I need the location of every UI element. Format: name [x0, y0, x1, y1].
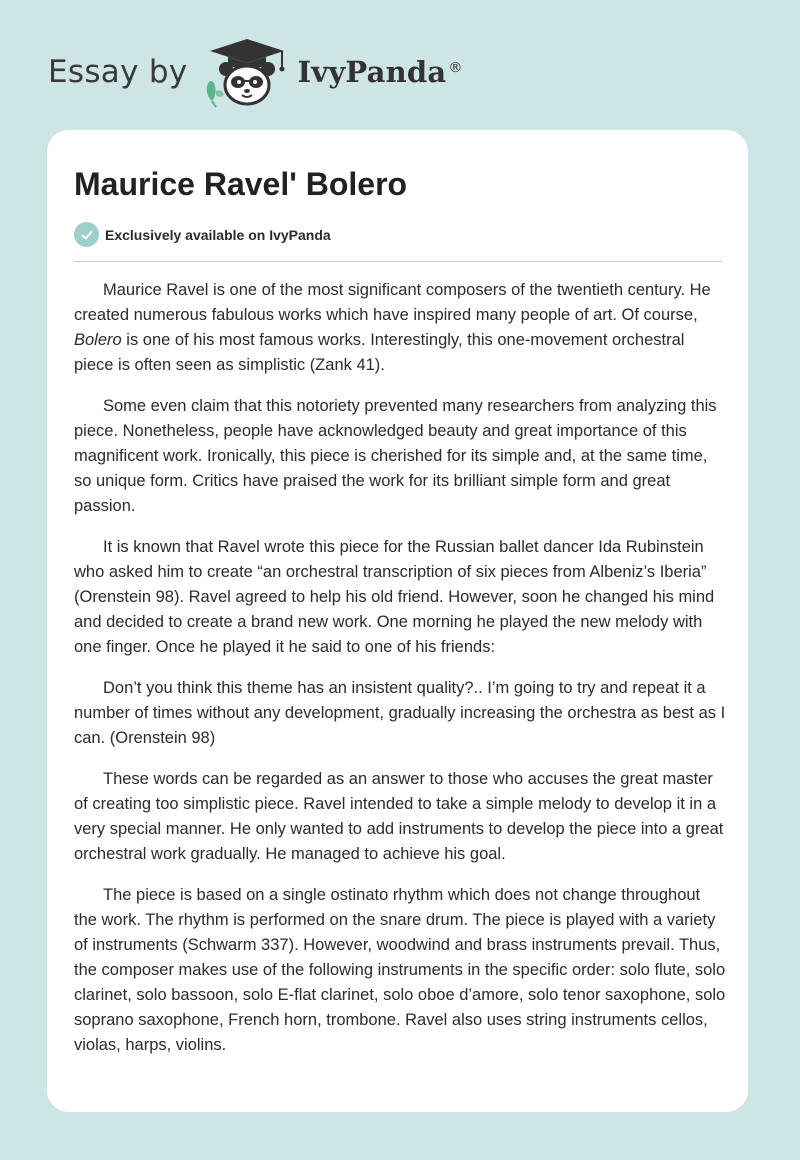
paragraph-6: The piece is based on a single ostinato rhythm which does not change throughout the work. The rhythm is performed on the snare drum. The piece is played with a variety of instruments (Schwarm 337). However, woodwind and brass instruments prevail. Thus, the composer makes use of the following instruments in the specific order: solo flute, solo clarinet, solo bassoon, solo E-flat clarinet, solo oboe d’amore, solo tenor saxophone, solo soprano saxophone, French horn, trombone. Ravel also uses string instruments cellos, violas, harps, violins. — [74, 886, 726, 1054]
work-title-emphasis: Bolero — [74, 331, 122, 349]
paragraph-1: Maurice Ravel is one of the most significant composers of the twentieth century. He created numerous fabulous works which have inspired many people of art. Of course, Bolero is one of his most famous works. Interestingly, this one-movement orchestral piece is often seen as simplistic (Zank 41). — [74, 281, 711, 374]
exclusive-badge — [74, 222, 331, 247]
essay-body — [74, 278, 726, 1074]
paragraph-5: These words can be regarded as an answer to those who accuses the great master of creating too simplistic piece. Ravel intended to take a simple melody to develop it in a very special manner. He only wanted to add instruments to develop the piece into a great orchestral work gradually. He managed to achieve his goal. — [74, 770, 724, 863]
panda-graduate-icon — [202, 35, 292, 109]
title-divider — [74, 261, 722, 262]
brand-name: IvyPanda — [297, 55, 447, 89]
essay-by-label: Essay by — [48, 54, 188, 90]
registered-mark: ® — [448, 60, 463, 76]
paragraph-2: Some even claim that this notoriety prevented many researchers from analyzing this piece. Nonetheless, people have acknowledged beauty and great importance of this magnificent work. Ironically, this piece is cherished for its simple and, at the same time, so unique form. Critics have praised the work for its brilliant simple form and great passion. — [74, 397, 717, 515]
exclusive-badge-label: Exclusively available on IvyPanda — [105, 226, 331, 243]
essay-card — [47, 130, 748, 1112]
site-logo[interactable] — [48, 36, 462, 108]
paragraph-4-quote: Don’t you think this theme has an insistent quality?.. I’m going to try and repeat it a number of times without any development, gradually increasing the orchestra as best as I can. (Orenstein 98) — [74, 679, 726, 747]
page-title: Maurice Ravel' Bolero — [74, 166, 408, 202]
checkmark-icon — [74, 222, 99, 247]
paragraph-3: It is known that Ravel wrote this piece for the Russian ballet dancer Ida Rubinstein who asked him to create “an orchestral transcription of six pieces from Albeniz’s Iberia” (Orenstein 98). Ravel agreed to help his old friend. However, soon he changed his mind and decided to create a brand new work. One morning he played the new melody with one finger. Once he played it he said to one of his friends: — [74, 538, 715, 656]
